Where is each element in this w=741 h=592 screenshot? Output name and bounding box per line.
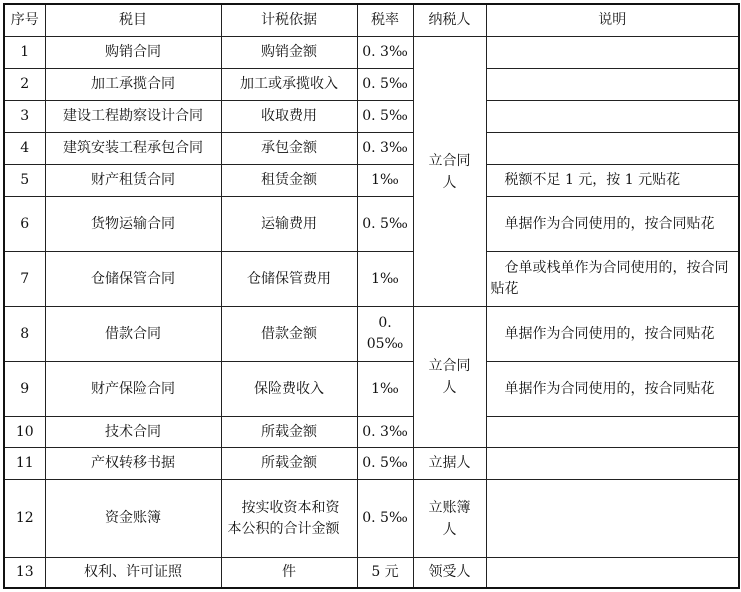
cell-no: 12 xyxy=(4,480,45,558)
cell-rate: 5 元 xyxy=(357,558,413,588)
header-row xyxy=(4,4,739,37)
cell-item: 货物运输合同 xyxy=(45,197,221,252)
cell-basis: 所载金额 xyxy=(221,448,357,480)
cell-no: 1 xyxy=(4,37,45,69)
cell-note: 税额不足 1 元，按 1 元贴花 xyxy=(486,165,739,197)
table-row xyxy=(4,197,739,252)
table-row xyxy=(4,165,739,197)
cell-note: 单据作为合同使用的，按合同贴花 xyxy=(486,307,739,362)
cell-payer-group-a xyxy=(413,37,486,307)
cell-rate: 0. 5‰ xyxy=(357,448,413,480)
cell-no: 10 xyxy=(4,417,45,448)
cell-note: 单据作为合同使用的，按合同贴花 xyxy=(486,362,739,417)
cell-rate: 1‰ xyxy=(357,165,413,197)
cell-no: 9 xyxy=(4,362,45,417)
cell-note xyxy=(486,417,739,448)
table-row xyxy=(4,69,739,101)
header-no: 序号 xyxy=(4,4,45,37)
cell-item: 借款合同 xyxy=(45,307,221,362)
cell-item: 加工承揽合同 xyxy=(45,69,221,101)
table-row xyxy=(4,37,739,69)
cell-item: 产权转移书据 xyxy=(45,448,221,480)
cell-no: 6 xyxy=(4,197,45,252)
cell-rate: 0. 3‰ xyxy=(357,133,413,165)
cell-basis: 所载金额 xyxy=(221,417,357,448)
cell-note: 单据作为合同使用的，按合同贴花 xyxy=(486,197,739,252)
header-rate: 税率 xyxy=(357,4,413,37)
header-item: 税目 xyxy=(45,4,221,37)
cell-basis: 按实收资本和资本公积的合计金额 xyxy=(221,480,357,558)
cell-basis: 件 xyxy=(221,558,357,588)
cell-rate: 0. 05‰ xyxy=(357,307,413,362)
table-row xyxy=(4,252,739,307)
cell-rate: 0. 5‰ xyxy=(357,197,413,252)
cell-payer: 领受人 xyxy=(413,558,486,588)
cell-note xyxy=(486,37,739,69)
table-row xyxy=(4,480,739,558)
stamp-tax-table xyxy=(3,3,740,589)
table-row xyxy=(4,133,739,165)
cell-note xyxy=(486,448,739,480)
table-row xyxy=(4,558,739,588)
cell-no: 3 xyxy=(4,101,45,133)
table-row xyxy=(4,448,739,480)
cell-note xyxy=(486,69,739,101)
cell-note xyxy=(486,558,739,588)
cell-basis: 仓储保管费用 xyxy=(221,252,357,307)
cell-no: 8 xyxy=(4,307,45,362)
table-row xyxy=(4,417,739,448)
cell-rate: 1‰ xyxy=(357,252,413,307)
cell-item: 仓储保管合同 xyxy=(45,252,221,307)
cell-no: 7 xyxy=(4,252,45,307)
header-note: 说明 xyxy=(486,4,739,37)
cell-no: 2 xyxy=(4,69,45,101)
cell-no: 13 xyxy=(4,558,45,588)
cell-payer: 立据人 xyxy=(413,448,486,480)
cell-no: 5 xyxy=(4,165,45,197)
cell-basis: 借款金额 xyxy=(221,307,357,362)
table-row xyxy=(4,307,739,362)
cell-rate: 0. 5‰ xyxy=(357,101,413,133)
cell-basis: 购销金额 xyxy=(221,37,357,69)
cell-basis: 加工或承揽收入 xyxy=(221,69,357,101)
cell-item: 建设工程勘察设计合同 xyxy=(45,101,221,133)
cell-item: 购销合同 xyxy=(45,37,221,69)
cell-no: 4 xyxy=(4,133,45,165)
cell-rate: 0. 5‰ xyxy=(357,480,413,558)
payer-group-b-label: 立合同人 xyxy=(428,358,471,396)
cell-basis: 租赁金额 xyxy=(221,165,357,197)
cell-basis: 承包金额 xyxy=(221,133,357,165)
cell-basis: 收取费用 xyxy=(221,101,357,133)
cell-rate: 0. 3‰ xyxy=(357,417,413,448)
cell-payer-group-b xyxy=(413,307,486,448)
cell-note xyxy=(486,101,739,133)
cell-item: 权利、许可证照 xyxy=(45,558,221,588)
cell-note: 仓单或栈单作为合同使用的，按合同贴花 xyxy=(486,252,739,307)
cell-no: 11 xyxy=(4,448,45,480)
header-basis: 计税依据 xyxy=(221,4,357,37)
cell-item: 财产保险合同 xyxy=(45,362,221,417)
cell-item: 技术合同 xyxy=(45,417,221,448)
cell-note xyxy=(486,133,739,165)
cell-item: 资金账簿 xyxy=(45,480,221,558)
cell-payer: 立账簿人 xyxy=(413,480,486,558)
cell-rate: 0. 5‰ xyxy=(357,69,413,101)
cell-item: 建筑安装工程承包合同 xyxy=(45,133,221,165)
cell-rate: 1‰ xyxy=(357,362,413,417)
cell-basis: 运输费用 xyxy=(221,197,357,252)
table-row xyxy=(4,101,739,133)
cell-rate: 0. 3‰ xyxy=(357,37,413,69)
cell-basis: 保险费收入 xyxy=(221,362,357,417)
table-row xyxy=(4,362,739,417)
cell-item: 财产租赁合同 xyxy=(45,165,221,197)
payer-group-a-label: 立合同人 xyxy=(428,152,471,191)
header-payer: 纳税人 xyxy=(413,4,486,37)
cell-note xyxy=(486,480,739,558)
